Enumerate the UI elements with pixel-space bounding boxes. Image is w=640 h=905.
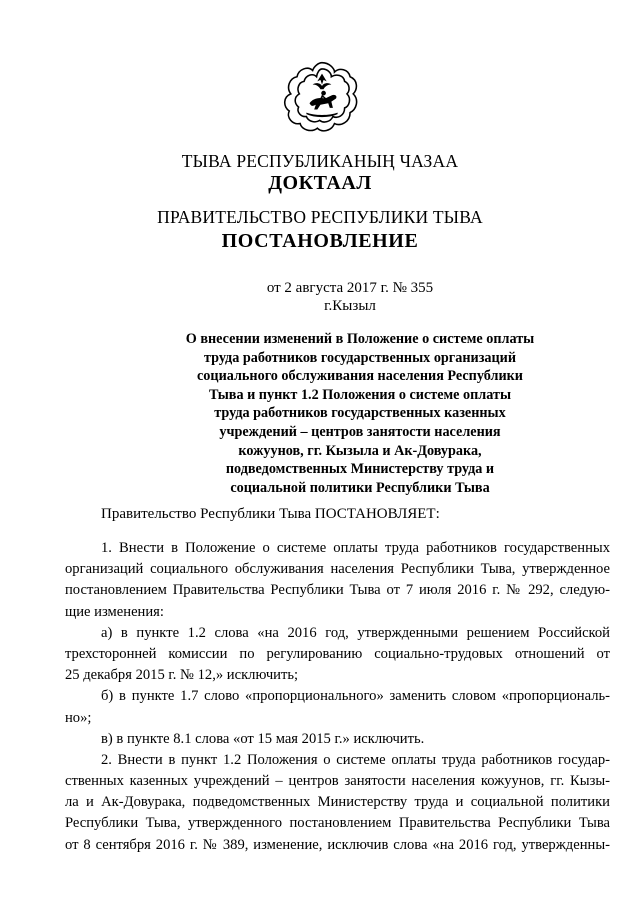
title-line: социального обслуживания населения Республики [197,368,523,385]
ru-government-heading: ПРАВИТЕЛЬСТВО РЕСПУБЛИКИ ТЫВА [157,207,483,227]
tyva-government-heading: ТЫВА РЕСПУБЛИКАНЫҢ ЧАЗАА [181,151,459,171]
body-line: а) в пункте 1.2 слова «на 2016 год, утвержденными решением Российской [101,624,610,641]
body-line: 1. Внести в Положение о системе оплаты труда работников государственных [101,540,610,556]
body-line: организаций социального обслуживания населения Республики Тыва, утвержденное [65,561,610,578]
title-line: подведомственных Министерству труда и [225,461,495,478]
title-line: кожуунов, гг. Кызыла и Ак-Довурака, [238,442,482,459]
body-line: ственных казенных учреждений – центров занятости населения кожуунов, гг. Кызы- [65,773,610,790]
ru-decree-heading: ПОСТАНОВЛЕНИЕ [221,230,419,252]
body-line: трехсторонней комиссии по регулированию социально-трудовых отношений от [65,645,610,662]
title-line: труда работников государственных организаций [203,349,517,366]
coat-of-arms-icon [283,58,361,136]
decree-date: от 2 августа 2017 г. № 355 [266,280,434,296]
body-line: от 8 сентября 2016 г. № 389, изменение, исключив слова «на 2016 год, утвержденны- [65,836,610,853]
tyva-decree-heading: ДОКТААЛ [268,172,372,194]
title-line: Тыва и пункт 1.2 Положения о системе оплаты [208,386,512,403]
body-line: б) в пункте 1.7 слово «пропорционального» заменить словом «пропорциональ- [101,688,610,705]
title-line: социальной политики Республики Тыва [230,479,490,496]
document-body [65,538,610,856]
body-line: постановлением Правительства Республики Тыва от 7 июля 2016 г. № 292, следую- [65,582,610,599]
title-line: учреждений – центров занятости населения [219,423,501,440]
body-line: Республики Тыва, утвержденного постановлением Правительства Республики Тыва [65,815,610,832]
body-line: но»; [65,709,92,726]
body-line: 2. Внести в пункт 1.2 Положения о системе оплаты труда работников государ- [101,751,610,768]
body-line: щие изменения: [65,603,164,620]
body-line: ла и Ак-Довурака, подведомственных Министерству труда и социальной политики [65,794,610,811]
decree-statement: Правительство Республики Тыва ПОСТАНОВЛЯЕТ: [101,506,440,522]
document-title [110,330,610,497]
decree-city: г.Кызыл [324,298,376,314]
title-line: труда работников государственных казенных [214,405,506,422]
title-line: О внесении изменений в Положение о системе оплаты [185,331,535,347]
body-line: в) в пункте 8.1 слова «от 15 мая 2015 г.» исключить. [101,730,425,747]
body-line: 25 декабря 2015 г. № 12,» исключить; [65,667,299,684]
